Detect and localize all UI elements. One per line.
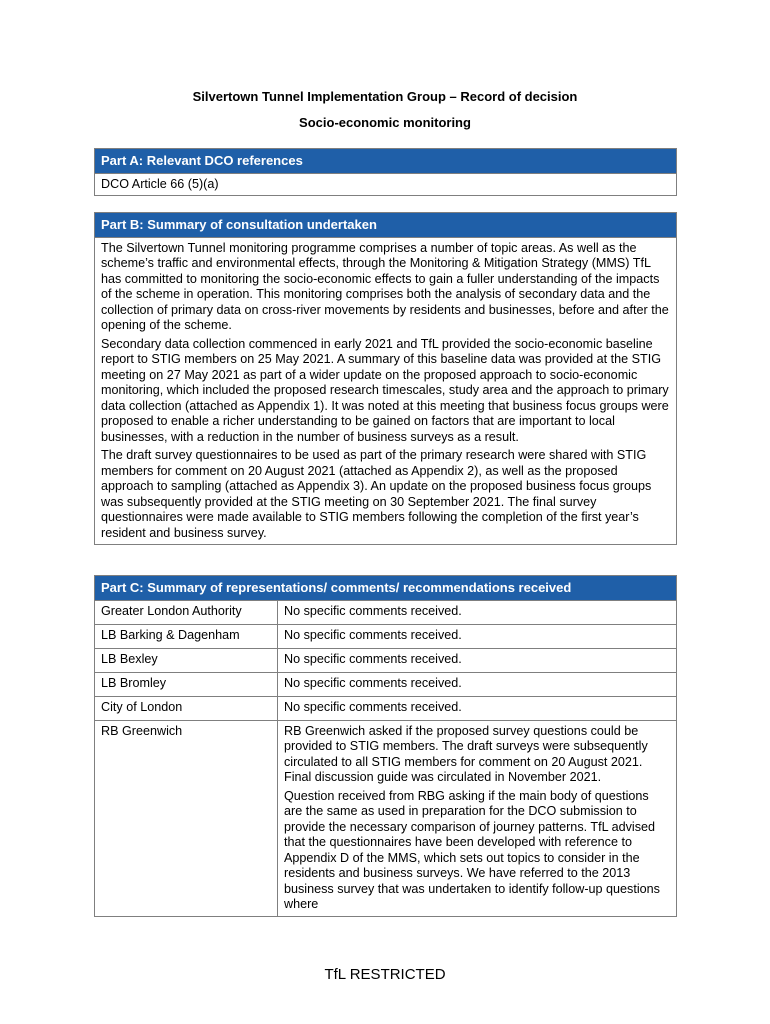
comment-paragraph: RB Greenwich asked if the proposed survey questions could be provided to STIG members. The draft surveys were subsequently circulated to all STIG members for comment on 20 August 2021. Final discussion guide was circulated in November 2021.: [284, 723, 648, 784]
org-comment: [278, 624, 677, 648]
part-b-paragraph: Secondary data collection commenced in early 2021 and TfL provided the socio-economic baseline report to STIG members on 25 May 2021. A summary of this baseline data was provided at the STIG meeting on 27 May 2021 as part of a wider update on the proposed approach to socio-economic monitoring, which included the proposed research timescales, study area and the approach to primary data collection (attached as Appendix 1). It was noted at this meeting that business focus groups were proposed to enable a richer understanding to be gained on factors that are important to local businesses, with a reduction in the number of business surveys as a result.: [101, 336, 669, 444]
org-name: LB Barking & Dagenham: [95, 624, 278, 648]
part-b-paragraph: The draft survey questionnaires to be used as part of the primary research were shared with STIG members for comment on 20 August 2021 (attached as Appendix 2), as well as the proposed approach to sampling (attached as Appendix 3). An update on the proposed business focus groups was subsequently provided at the STIG meeting on 30 September 2021. The final survey questionnaires were made available to STIG members following the completion of the first year’s resident and business survey.: [101, 448, 652, 540]
part-a-table: [94, 148, 677, 196]
comment-paragraph: No specific comments received.: [284, 699, 462, 714]
comment-paragraph: No specific comments received.: [284, 675, 462, 690]
part-c-heading: Part C: Summary of representations/ comments/ recommendations received: [95, 576, 677, 601]
table-row: [95, 696, 677, 720]
org-name: LB Bromley: [95, 672, 278, 696]
part-c-table: [94, 575, 677, 917]
table-row: [95, 720, 677, 916]
org-name: City of London: [95, 696, 278, 720]
part-b-content: [95, 237, 677, 545]
org-comment: [278, 600, 677, 624]
org-comment: [278, 696, 677, 720]
table-row: [95, 648, 677, 672]
org-comment: [278, 648, 677, 672]
document-title: Silvertown Tunnel Implementation Group – Record of decision: [192, 89, 578, 104]
part-b-paragraph: The Silvertown Tunnel monitoring programme comprises a number of topic areas. As well as the scheme’s traffic and environmental effects, through the Monitoring & Mitigation Strategy (MMS) TfL has committed to monitoring the socio-economic effects to gain a fuller understanding of the impacts of the scheme in operation. This monitoring comprises both the analysis of secondary data and the collection of primary data on cross-river movements by residents and businesses, before and after the opening of the scheme.: [101, 240, 669, 332]
comment-paragraph: No specific comments received.: [284, 651, 462, 666]
org-comment: [278, 720, 677, 916]
comment-paragraph: No specific comments received.: [284, 627, 462, 642]
part-b-heading: Part B: Summary of consultation undertaken: [95, 213, 677, 238]
comment-paragraph: Question received from RBG asking if the main body of questions are the same as used in preparation for the DCO submission to provide the necessary comparison of journey patterns. TfL advised that the questionnaires have been developed with reference to Appendix D of the MMS, which sets out topics to consider in the residents and business surveys. We have referred to the 2013 business survey that was undertaken to identify follow-up questions where: [284, 788, 660, 911]
comment-paragraph: No specific comments received.: [284, 603, 462, 618]
table-row: [95, 672, 677, 696]
org-name: RB Greenwich: [95, 720, 278, 916]
part-a-heading: Part A: Relevant DCO references: [95, 149, 677, 174]
part-a-content: DCO Article 66 (5)(a): [95, 173, 677, 196]
document-subtitle: Socio-economic monitoring: [299, 115, 471, 130]
org-comment: [278, 672, 677, 696]
table-row: [95, 600, 677, 624]
org-name: Greater London Authority: [95, 600, 278, 624]
table-row: [95, 624, 677, 648]
classification-footer: TfL RESTRICTED: [324, 966, 446, 983]
part-b-table: [94, 212, 677, 545]
org-name: LB Bexley: [95, 648, 278, 672]
